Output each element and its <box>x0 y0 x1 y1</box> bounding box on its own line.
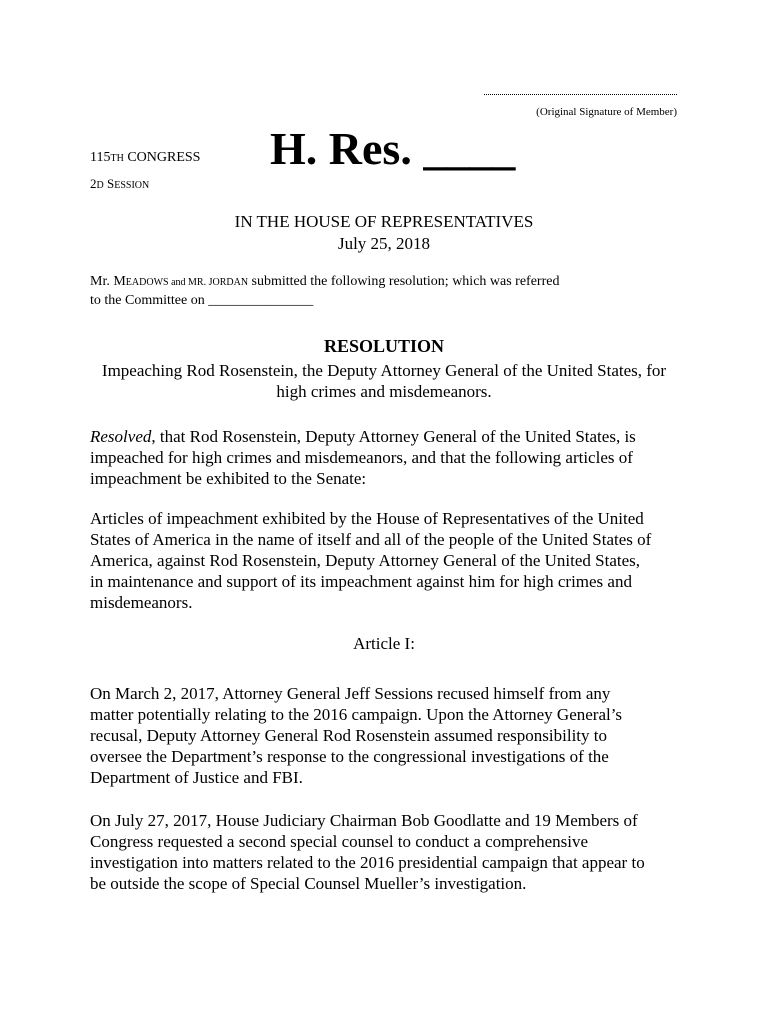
paragraph-line: On July 27, 2017, House Judiciary Chairman Bob Goodlatte and 19 Members of <box>90 811 638 830</box>
congress-number: 115 <box>90 150 111 165</box>
article-heading: Article I: <box>353 634 415 653</box>
session-label <box>90 176 149 192</box>
congress-suffix: TH <box>110 153 124 164</box>
paragraph-line: Congress requested a second special counsel to conduct a comprehensive <box>90 832 589 851</box>
resolved-line1-rest: , that Rod Rosenstein, Deputy Attorney General of the United States, is <box>151 427 636 446</box>
paragraph-line: States of America in the name of itself and all of the people of the United States of <box>90 530 652 549</box>
sponsor-line-2: to the Committee on _______________ <box>90 293 314 308</box>
sponsor-statement <box>90 273 559 310</box>
congress-word: CONGRESS <box>127 150 201 165</box>
session-first: S <box>106 176 115 191</box>
resolution-subtitle: Impeaching Rod Rosenstein, the Deputy Attorney General of the United States, for high crimes and misdemeanors. <box>101 361 667 401</box>
march-paragraph <box>90 683 680 788</box>
sponsor-line-1 <box>90 273 559 292</box>
paragraph-line: Department of Justice and FBI. <box>90 768 303 787</box>
paragraph-line: investigation into matters related to the 2016 presidential campaign that appear to <box>90 853 645 872</box>
paragraph-line: impeached for high crimes and misdemeanors, and that the following articles of <box>90 448 633 467</box>
paragraph-line: be outside the scope of Special Counsel Mueller’s investigation. <box>90 874 527 893</box>
paragraph-line: misdemeanors. <box>90 593 193 612</box>
sponsor-name1-rest: EADOWS <box>125 277 169 288</box>
chamber-heading: IN THE HOUSE OF REPRESENTATIVES <box>234 212 534 231</box>
session-rest: ESSION <box>114 180 150 191</box>
paragraph-line: impeachment be exhibited to the Senate: <box>90 469 367 488</box>
paragraph-line: matter potentially relating to the 2016 campaign. Upon the Attorney General’s <box>90 705 623 724</box>
resolution-heading: RESOLUTION <box>323 336 445 356</box>
resolved-word: Resolved <box>90 427 152 446</box>
paragraph-line: America, against Rod Rosenstein, Deputy Attorney General of the United States, <box>90 551 641 570</box>
july-paragraph <box>90 810 680 894</box>
bill-number: H. Res. ____ <box>270 123 516 174</box>
signature-line <box>484 94 677 95</box>
paragraph-line: Articles of impeachment exhibited by the House of Representatives of the United <box>90 509 644 528</box>
articles-intro-paragraph <box>90 508 680 613</box>
paragraph-line: in maintenance and support of its impeachment against him for high crimes and <box>90 572 632 591</box>
congress-label <box>90 150 200 166</box>
signature-caption: (Original Signature of Member) <box>536 106 677 118</box>
sponsor-mr: Mr. <box>90 274 114 289</box>
paragraph-line: recusal, Deputy Attorney General Rod Rosenstein assumed responsibility to <box>90 726 607 745</box>
resolved-line-1 <box>90 426 680 447</box>
session-number: 2 <box>90 176 97 191</box>
sponsor-name1-first: M <box>113 274 126 289</box>
sponsor-name2: MR. JORDAN <box>188 277 249 288</box>
resolution-date: July 25, 2018 <box>337 234 431 253</box>
paragraph-line: oversee the Department’s response to the congressional investigations of the <box>90 747 609 766</box>
paragraph-line: On March 2, 2017, Attorney General Jeff Sessions recused himself from any <box>90 684 611 703</box>
resolved-paragraph <box>90 426 680 489</box>
session-suffix: D <box>96 180 104 191</box>
sponsor-line1-rest: submitted the following resolution; which was referred <box>248 274 560 289</box>
sponsor-and: and <box>168 277 189 288</box>
